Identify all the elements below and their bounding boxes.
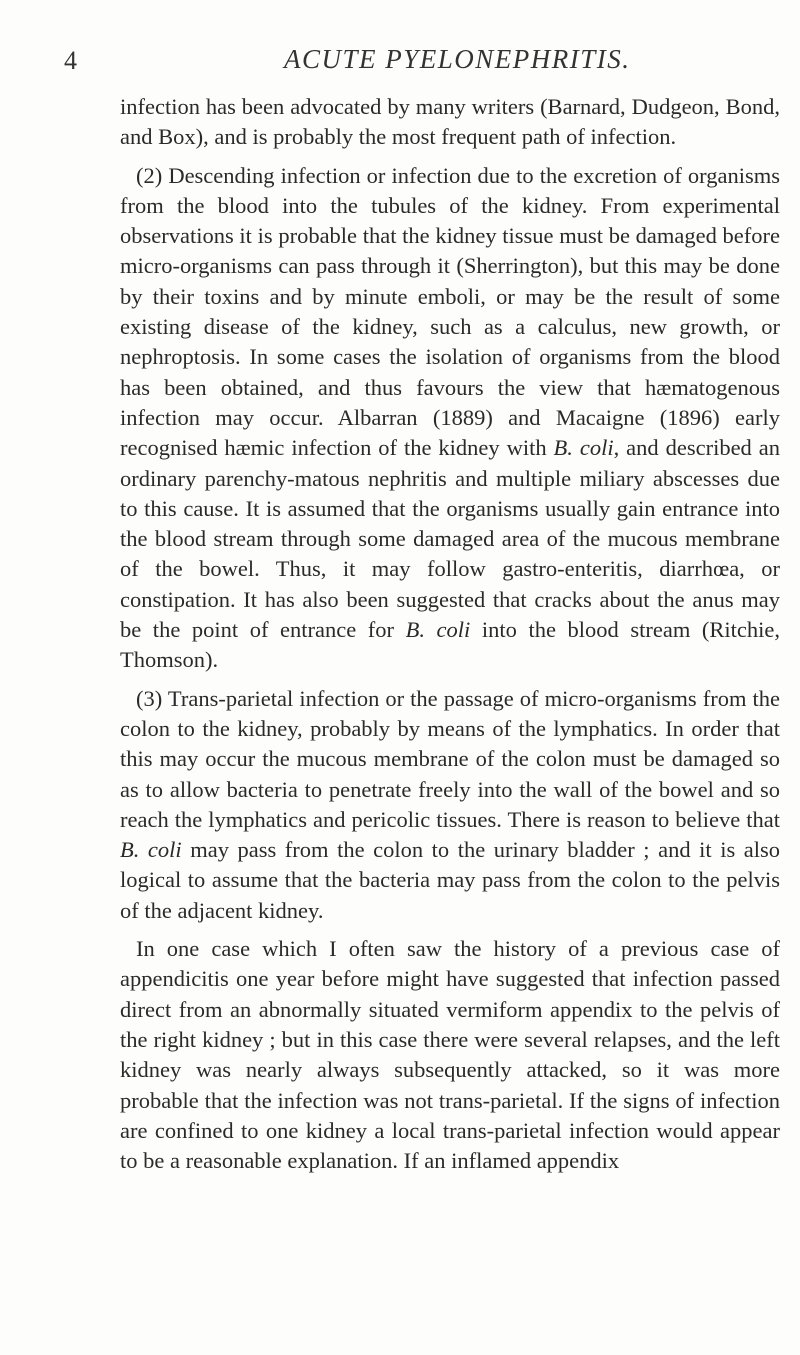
- paragraph-3: [120, 684, 780, 926]
- text-segment-italic: B. coli: [405, 617, 471, 643]
- text-segment: (2) Descending infection or infection due to the excretion of organisms from the blood into the tubules of the kidney. From experimental observations it is probable that the kidney tissue must be damaged before micro-organisms can pass through it (Sherrington), but this may be done by their toxins and by minute emboli, or may be the result of some existing disease of the kidney, such as a calculus, new growth, or nephroptosis. In some cases the isolation of organisms from the blood has been obtained, and thus favours the view that hæmatogenous infection may occur. Albarran (1889) and Macaigne (1896) early recognised hæmic infection of the kidney with: [120, 162, 780, 461]
- running-title: ACUTE PYELONEPHRITIS.: [284, 44, 631, 74]
- text-segment: In one case which I often saw the history of a previous case of appendicitis one year before might have suggested that infection passed direct from an abnormally situated vermiform appendix to the pelvis of the right kidney ; but in this case there were several relapses, and the left kidney was nearly always subsequently attacked, so it was more probable that the infection was not trans-parietal. If the signs of infection are confined to one kidney a local trans-parietal infection would appear to be a reasonable explanation. If an inflamed appendix: [120, 936, 780, 1174]
- paragraph-4: [120, 934, 780, 1176]
- page-header: [64, 40, 740, 80]
- text-segment: , and described an ordinary parenchy-matous nephritis and multiple miliary abscesses due to this cause. It is assumed that the organisms usually gain entrance into the blood stream through some damaged area of the mucous membrane of the bowel. Thus, it may follow gastro-enteritis, diarrhœa, or constipation. It has also been suggested that cracks about the anus may be the point of entrance for: [120, 435, 780, 643]
- text-segment: (3) Trans-parietal infection or the passage of micro-organisms from the colon to the kidney, probably by means of the lymphatics. In order that this may occur the mucous membrane of the colon must be damaged so as to allow bacteria to penetrate freely into the wall of the bowel and so reach the lymphatics and pericolic tissues. There is reason to believe that: [120, 685, 780, 832]
- body-text: [120, 92, 780, 1176]
- text-segment-italic: B. coli: [120, 837, 182, 863]
- text-segment: may pass from the colon to the urinary bladder ; and it is also logical to assume that the bacteria may pass from the colon to the pelvis of the adjacent kidney.: [120, 837, 781, 923]
- text-segment: into the blood stream (Ritchie, Thomson).: [120, 617, 780, 673]
- paragraph-2: [120, 161, 780, 676]
- text-segment-italic: B. coli: [553, 435, 614, 461]
- page-number: 4: [64, 46, 77, 75]
- text-segment: infection has been advocated by many writers (Barnard, Dudgeon, Bond, and Box), and is probably the most frequent path of infection.: [120, 94, 780, 150]
- paragraph-1: [120, 92, 780, 153]
